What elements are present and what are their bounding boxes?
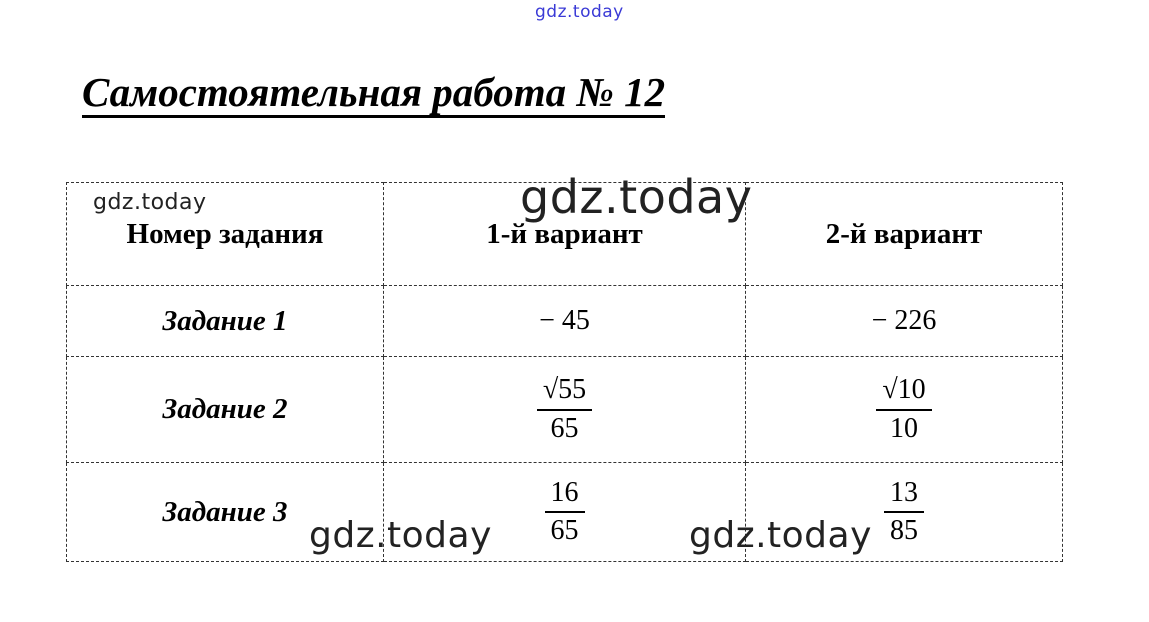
fraction-denominator: 85 [890,515,918,546]
fraction-numerator: 13 [884,477,924,513]
answer-v2: − 226 [746,286,1063,357]
answer-v1: − 45 [384,286,746,357]
table-row [67,463,1063,562]
fraction-denominator: 65 [550,412,579,444]
header-variant-1: 1-й вариант [384,183,746,286]
answer-v2 [746,357,1063,463]
header-task-number: Номер задания [67,183,384,286]
page-title: Самостоятельная работа № 12 [82,70,665,118]
fraction-numerator: √10 [876,374,931,410]
fraction-numerator: 16 [545,477,585,513]
fraction [876,374,931,444]
watermark-top: gdz.today [535,2,624,22]
header-variant-2: 2-й вариант [746,183,1063,286]
fraction [537,374,592,444]
task-label: Задание 3 [67,463,384,562]
fraction-denominator: 65 [550,515,579,546]
fraction [884,477,924,547]
task-label: Задание 1 [67,286,384,357]
watermark-bottom-left: gdz.today [309,515,492,556]
fraction-numerator: √55 [537,374,592,410]
answer-v1 [384,357,746,463]
table-row [67,357,1063,463]
watermark-big: gdz.today [520,170,753,224]
watermark-small: gdz.today [93,190,207,215]
task-label: Задание 2 [67,357,384,463]
fraction [545,477,585,547]
watermark-bottom-right: gdz.today [689,515,872,556]
answers-table [66,182,1063,562]
table-row [67,286,1063,357]
fraction-denominator: 10 [890,412,918,444]
